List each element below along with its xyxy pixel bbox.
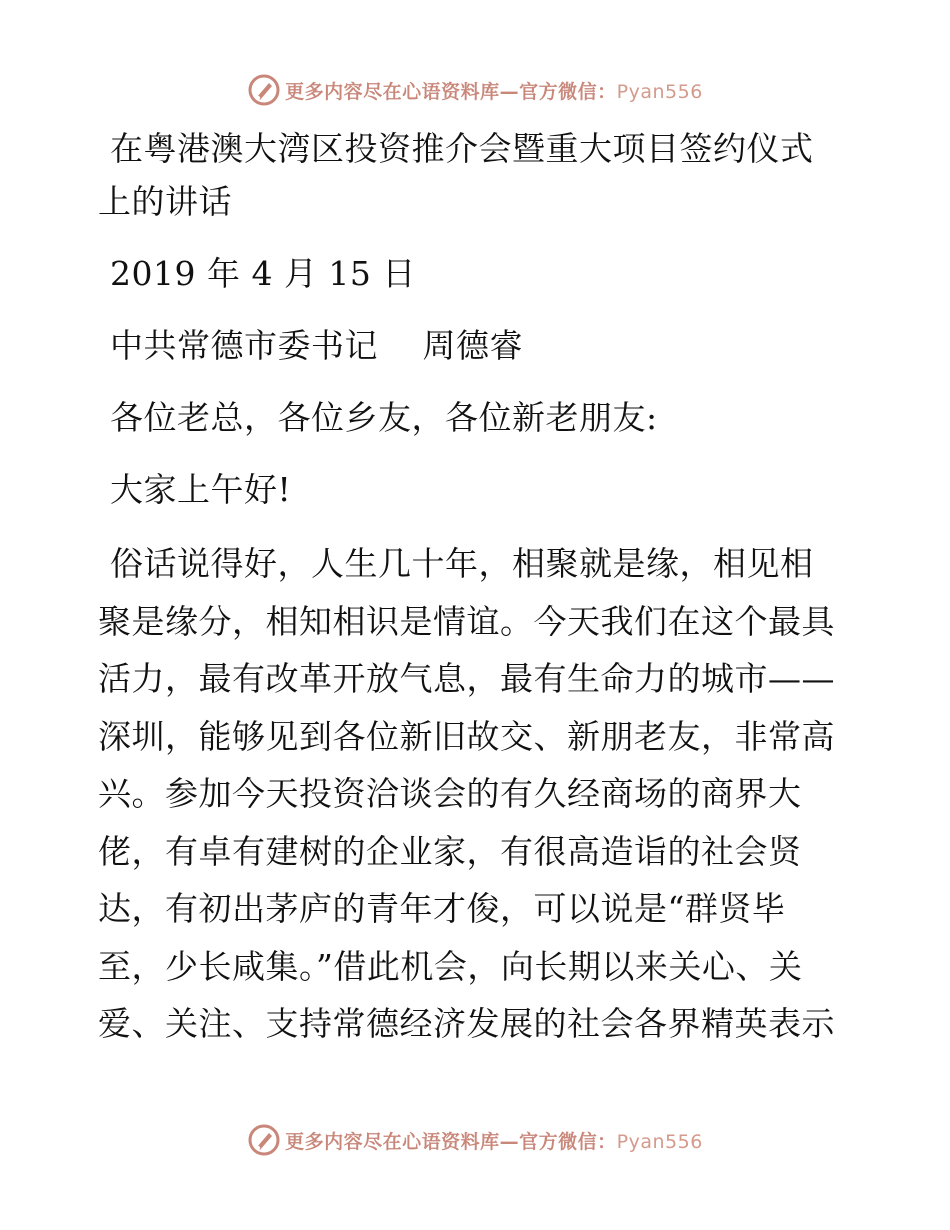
paragraph-line: 兴。参加今天投资洽谈会的有久经商场的商界大 [98,774,802,813]
paragraph-line: 活力，最有改革开放气息，最有生命力的城市—— [98,659,835,698]
paragraph-line: 爱、关注、支持常德经济发展的社会各界精英表示 [98,1004,835,1043]
footer-watermark [0,1120,950,1160]
paragraph-line: 聚是缘分，相知相识是情谊。今天我们在这个最具 [98,601,835,641]
greeting: 大家上午好! [110,470,292,509]
salutation: 各位老总，各位乡友，各位新老朋友: [110,398,658,437]
watermark-text: 更多内容尽在心语资料库—官方微信：Pyan556 [285,1130,703,1153]
paragraph-line: 达，有初出茅庐的青年才俊，可以说是“群贤毕 [98,889,786,928]
speech-paragraph [98,535,858,1053]
document-body [98,122,858,1053]
speaker-line: 中共常德市委书记 周德睿 [110,326,523,365]
watermark-wechat-id: Pyan556 [616,80,703,103]
paragraph-line: 至，少长咸集。”借此机会，向长期以来关心、关 [98,946,803,986]
header-watermark [0,70,950,110]
paragraph-line: 俗话说得好，人生几十年，相聚就是缘，相见相 [110,544,814,583]
paragraph-line: 佬，有卓有建树的企业家，有很高造诣的社会贤 [98,831,802,871]
paragraph-line: 深圳，能够见到各位新旧故交、新朋老友，非常高 [98,716,835,756]
watermark-wechat-id: Pyan556 [616,1130,703,1153]
watermark-text: 更多内容尽在心语资料库—官方微信：Pyan556 [285,80,703,103]
title-line-1: 在粤港澳大湾区投资推介会暨重大项目签约仪式 [110,129,814,168]
pen-nib-seal-icon [247,1123,281,1157]
pen-nib-seal-icon [247,73,281,107]
title-line-2: 上的讲话 [98,182,232,221]
speech-date: 2019 年 4 月 15 日 [110,254,416,293]
